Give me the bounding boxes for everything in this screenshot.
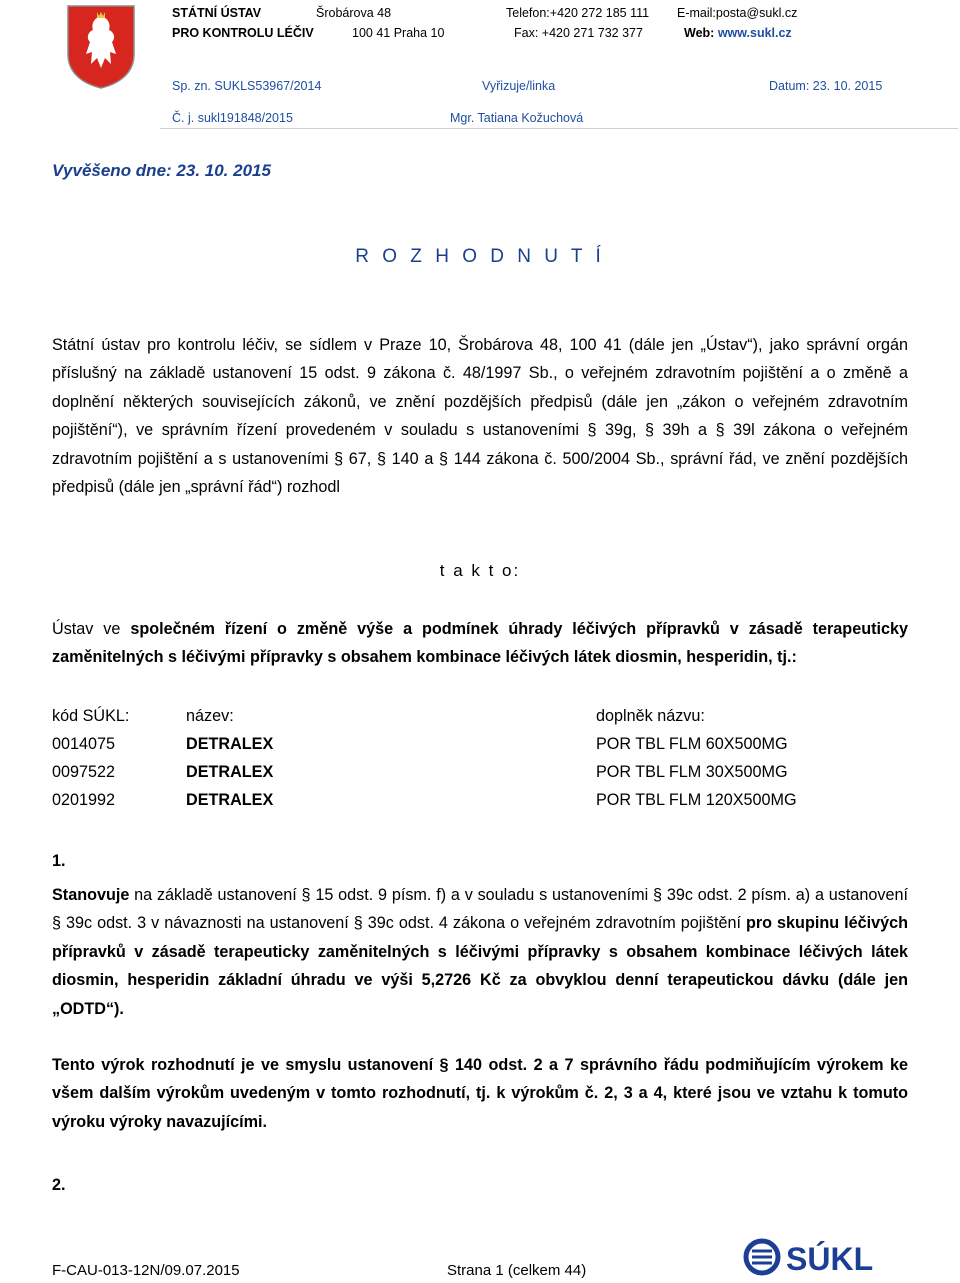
fax: Fax: +420 271 732 377 xyxy=(514,26,643,40)
posted-date: Vyvěšeno dne: 23. 10. 2015 xyxy=(52,161,271,180)
table-header-supplement: doplněk názvu: xyxy=(596,707,705,725)
org-name-line1: STÁTNÍ ÚSTAV xyxy=(172,6,262,20)
table-cell-supplement: POR TBL FLM 30X500MG xyxy=(596,763,788,781)
org-name-line2: PRO KONTROLU LÉČIV xyxy=(172,26,314,40)
table-cell-name: DETRALEX xyxy=(186,763,274,781)
scope-paragraph xyxy=(52,615,908,672)
section-1-number: 1. xyxy=(52,852,66,870)
section-1-paragraph xyxy=(52,881,908,1023)
address-street: Šrobárova 48 xyxy=(316,6,392,20)
sukl-logo xyxy=(742,1237,892,1277)
document-title: R O Z H O D N U T Í xyxy=(355,246,605,267)
table-cell-code: 0014075 xyxy=(52,735,116,753)
table-cell-name: DETRALEX xyxy=(186,735,274,753)
section-1-bold-text: pro skupinu léčivých přípravků v zásadě terapeuticky zaměnitelných s léčivými přípravky s obsahem kombinace léčivých látek diosmin, hesperidin základní úhradu ve výši 5,2726 Kč za obvyklou denní terapeutickou dávku (dále jen „ODTD“). xyxy=(52,914,908,1018)
intro-paragraph: Státní ústav pro kontrolu léčiv, se sídlem v Praze 10, Šrobárova 48, 100 41 (dále jen „Ústav“), jako správní orgán příslušný na základě ustanovení 15 odst. 9 zákona č. 48/1997 Sb., o veřejném zdravotním pojištění a o změně a doplnění některých souvisejících zákonů, ve znění pozdějších předpisů (dále jen „zákon o veřejném zdravotním pojištění“), ve správním řízení provedeném v souladu s ustanoveními § 39g, § 39h a § 39l zákona o veřejném zdravotním pojištění a s ustanoveními § 67, § 140 a § 144 zákona č. 500/2004 Sb., správní řád, ve znění pozdějších předpisů (dále jen „správní řád“) rozhodl xyxy=(52,336,908,497)
section-1-lead: Stanovuje xyxy=(52,886,130,904)
sukl-logo-text: SÚKL xyxy=(786,1241,874,1277)
header-divider xyxy=(160,128,958,129)
section-1-text: na základě ustanovení § 15 odst. 9 písm. f) a v souladu s ustanoveními § 39c odst. 2 písm. a) a ustanovení § 39c odst. 3 v návaznosti na ustanovení § 39c odst. 4 zákona o veřejném zdravotním pojištění xyxy=(52,886,908,933)
web-label: Web: xyxy=(684,26,715,40)
scope-bold: společném řízení o změně výše a podmínek úhrady léčivých přípravků v zásadě terapeuticky zaměnitelných s léčivými přípravky s obsahem kombinace léčivých látek diosmin, hesperidin, tj.: xyxy=(52,620,908,667)
reference-number: Sp. zn. SUKLS53967/2014 xyxy=(172,79,322,93)
takto-heading: t a k t o: xyxy=(439,561,521,580)
page-number: Strana 1 (celkem 44) xyxy=(447,1262,587,1279)
scope-prefix: Ústav ve xyxy=(52,620,131,638)
document-date: Datum: 23. 10. 2015 xyxy=(769,79,883,93)
handler-name: Mgr. Tatiana Kožuchová xyxy=(450,111,584,125)
coat-of-arms-logo xyxy=(64,2,138,90)
web-link[interactable]: www.sukl.cz xyxy=(717,26,792,40)
case-number: Č. j. sukl191848/2015 xyxy=(172,111,293,125)
table-cell-supplement: POR TBL FLM 120X500MG xyxy=(596,791,797,809)
table-cell-name: DETRALEX xyxy=(186,791,274,809)
handled-by-label: Vyřizuje/linka xyxy=(482,79,556,93)
table-cell-supplement: POR TBL FLM 60X500MG xyxy=(596,735,788,753)
section-1-conditional-paragraph: Tento výrok rozhodnutí je ve smyslu ustanovení § 140 odst. 2 a 7 správního řádu podmiňujícím výrokem ke všem dalším výrokům uvedeným v tomto rozhodnutí, tj. k výrokům č. 2, 3 a 4, které jsou ve vztahu k tomuto výroku výroky navazujícími. xyxy=(52,1056,908,1131)
table-cell-code: 0201992 xyxy=(52,791,116,809)
address-city: 100 41 Praha 10 xyxy=(352,26,445,40)
email: E-mail:posta@sukl.cz xyxy=(677,6,798,20)
table-cell-code: 0097522 xyxy=(52,763,116,781)
table-header-name: název: xyxy=(186,707,234,725)
section-2-number: 2. xyxy=(52,1176,66,1194)
form-code: F-CAU-013-12N/09.07.2015 xyxy=(52,1262,240,1279)
phone: Telefon:+420 272 185 111 xyxy=(506,6,650,20)
web xyxy=(684,26,792,40)
table-header-code: kód SÚKL: xyxy=(52,707,130,725)
